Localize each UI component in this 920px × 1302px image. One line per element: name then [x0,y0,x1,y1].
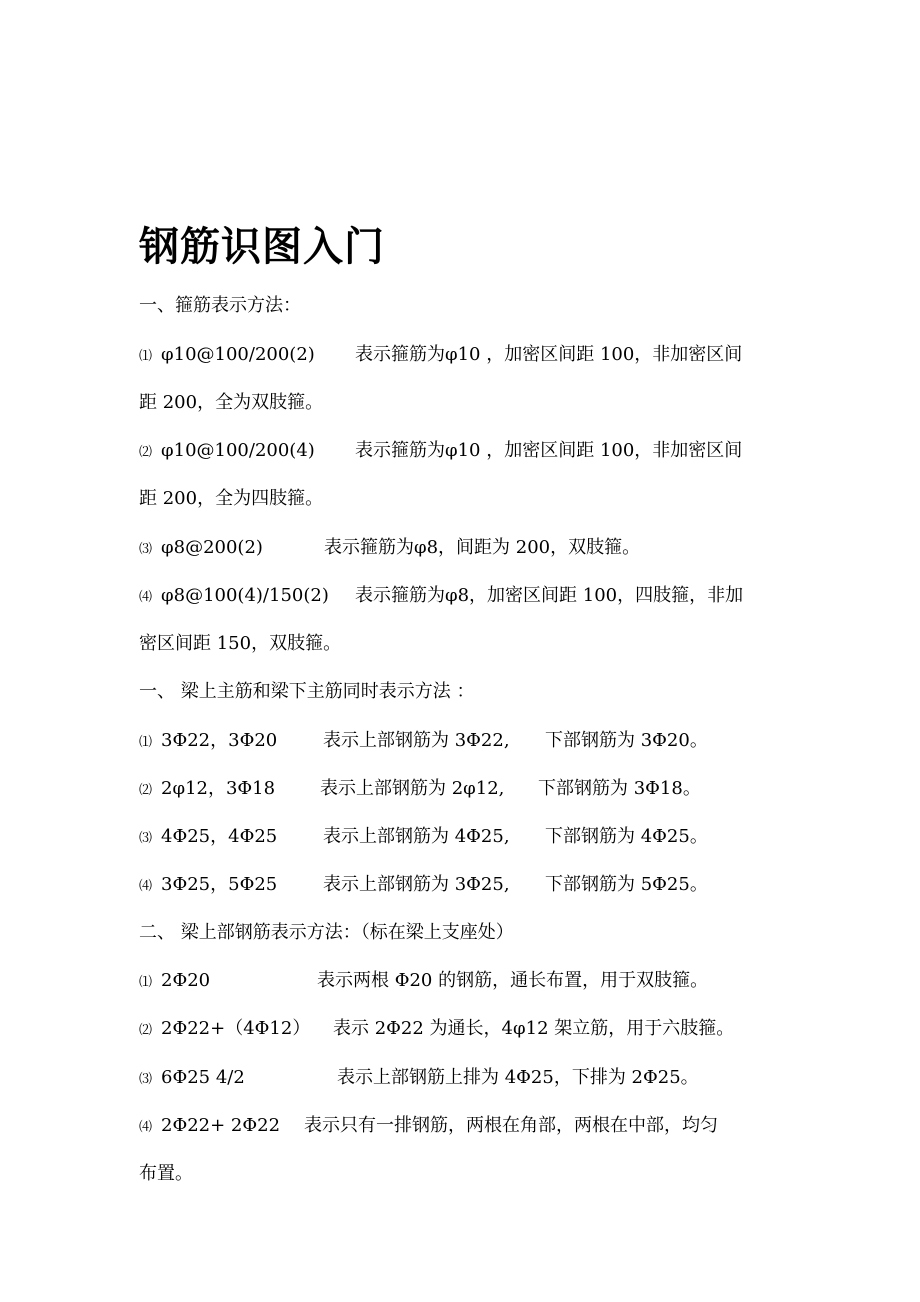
section-heading-main-bars: 一、 梁上主筋和梁下主筋同时表示方法 ： [139,681,475,702]
item-description: 表示两根 Φ20 的钢筋，通长布置，用于双肢箍。 [317,970,709,991]
item-number: ⑶ [139,831,153,846]
item-number: ⑶ [139,542,153,557]
item-number: ⑵ [139,445,153,460]
item-number: ⑴ [139,735,153,750]
rebar-notation: 2φ12，3Φ18 [161,778,276,799]
item-description-top: 表示上部钢筋为 3Φ25, [323,874,510,895]
item-number: ⑵ [139,783,153,798]
item-number: ⑴ [139,975,153,990]
top-bar-item-1 [139,968,709,996]
stirrup-item-3 [139,535,641,563]
stirrup-item-4-continuation: 密区间距 150，双肢箍。 [139,633,342,654]
rebar-notation: 6Φ25 4/2 [161,1067,245,1088]
rebar-notation: φ10@100/200(2) [161,344,315,365]
rebar-notation: 2Φ22+ 2Φ22 [161,1115,281,1136]
stirrup-item-1-continuation: 距 200，全为双肢箍。 [139,392,324,413]
rebar-notation: φ8@200(2) [161,537,263,558]
rebar-notation: 4Φ25，4Φ25 [161,826,278,847]
item-description-bottom: 下部钢筋为 3Φ18。 [538,778,701,799]
stirrup-item-2 [139,438,743,466]
item-description-top: 表示上部钢筋为 4Φ25, [323,826,510,847]
item-description: 表示只有一排钢筋，两根在角部，两根在中部，均匀 [304,1115,718,1136]
top-bar-item-4-continuation: 布置。 [139,1163,193,1184]
rebar-notation: 3Φ25，5Φ25 [161,874,278,895]
item-number: ⑶ [139,1072,153,1087]
main-bar-item-4 [139,872,708,900]
top-bar-item-4 [139,1113,718,1141]
main-bar-item-2 [139,776,701,804]
item-description: 表示上部钢筋上排为 4Φ25，下排为 2Φ25。 [337,1067,699,1088]
top-bar-item-2 [139,1016,735,1044]
item-description-top: 表示上部钢筋为 2φ12, [320,778,505,799]
rebar-notation: 2Φ22+（4Φ12） [161,1018,311,1039]
item-description-bottom: 下部钢筋为 3Φ20。 [545,730,708,751]
item-description: 表示箍筋为φ8，加密区间距 100，四肢箍，非加 [355,585,744,606]
item-description: 表示箍筋为φ8，间距为 200，双肢箍。 [324,537,641,558]
rebar-notation: 2Φ20 [161,970,211,991]
item-description: 表示箍筋为φ10 ，加密区间距 100，非加密区间 [355,344,743,365]
item-description-bottom: 下部钢筋为 5Φ25。 [545,874,708,895]
main-bar-item-1 [139,728,708,756]
stirrup-item-2-continuation: 距 200，全为四肢箍。 [139,488,324,509]
item-number: ⑷ [139,590,153,605]
rebar-notation: φ10@100/200(4) [161,440,315,461]
rebar-notation: 3Φ22，3Φ20 [161,730,278,751]
rebar-notation: φ8@100(4)/150(2) [161,585,329,606]
item-description: 表示 2Φ22 为通长，4φ12 架立筋，用于六肢箍。 [333,1018,735,1039]
item-description-top: 表示上部钢筋为 3Φ22, [323,730,510,751]
item-number: ⑷ [139,879,153,894]
page-title: 钢筋识图入门 [139,223,385,270]
stirrup-item-1 [139,342,743,370]
section-heading-stirrups: 一、箍筋表示方法： [139,295,301,316]
item-description: 表示箍筋为φ10 ，加密区间距 100，非加密区间 [355,440,743,461]
top-bar-item-3 [139,1065,699,1093]
main-bar-item-3 [139,824,708,852]
stirrup-item-4 [139,583,744,611]
item-number: ⑷ [139,1120,153,1135]
item-number: ⑵ [139,1023,153,1038]
section-heading-top-bars: 二、 梁上部钢筋表示方法：（标在梁上支座处） [139,922,514,943]
item-description-bottom: 下部钢筋为 4Φ25。 [545,826,708,847]
item-number: ⑴ [139,349,153,364]
